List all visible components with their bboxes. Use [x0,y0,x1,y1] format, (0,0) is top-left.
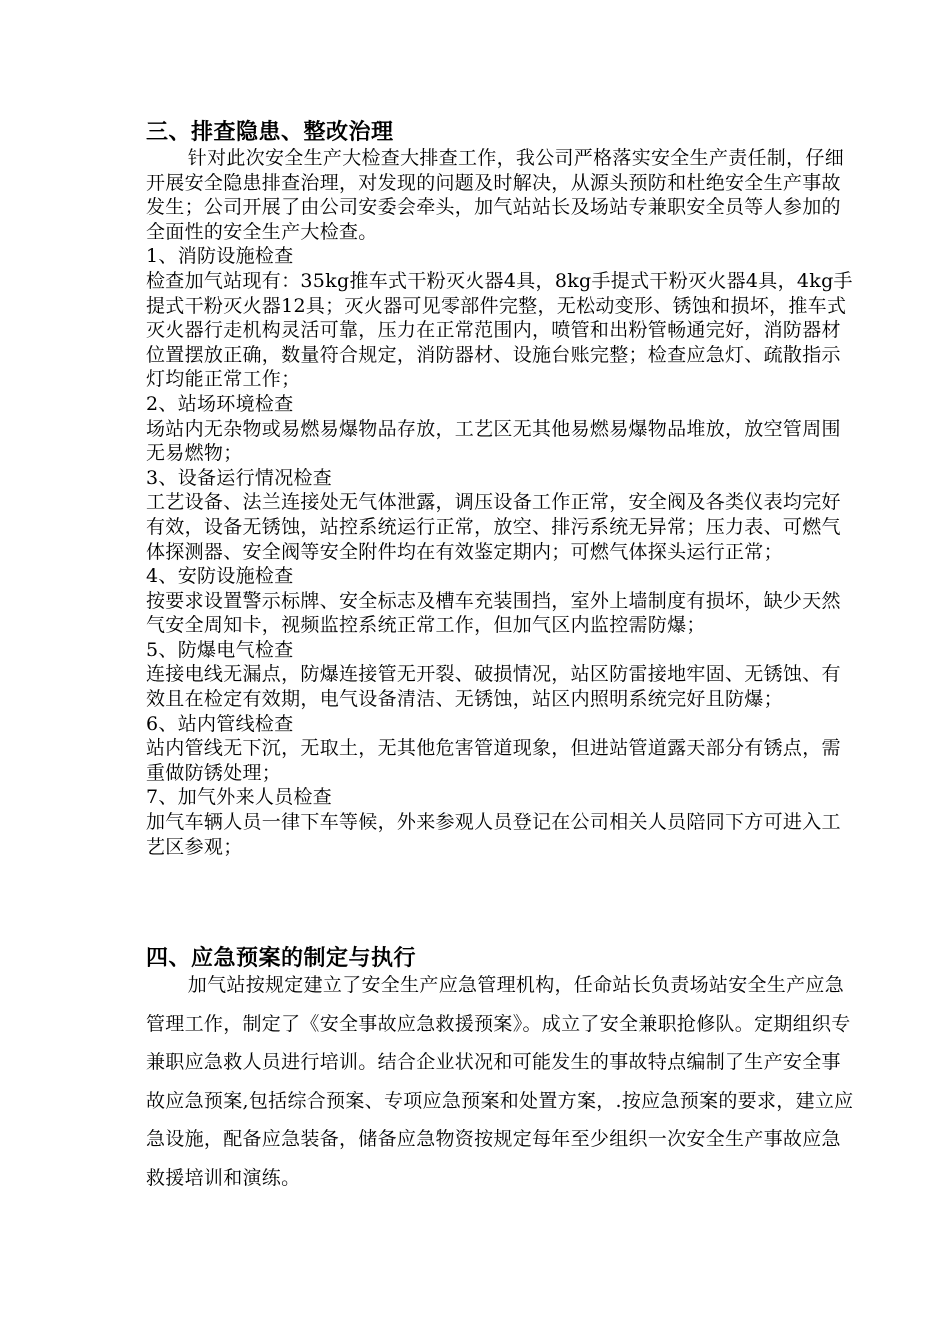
item-3-body: 工艺设备、法兰连接处无气体泄露，调压设备工作正常，安全阀及各类仪表均完好有效，设备无锈蚀，站控系统运行正常，放空、排污系统无异常；压力表、可燃气体探测器、安全阀等安全附件均在有效鉴定期内；可燃气体探头运行正常； [146,491,841,563]
item-4-body: 按要求设置警示标牌、安全标志及槽车充装围挡，室外上墙制度有损坏，缺少天然气安全周知卡，视频监控系统正常工作，但加气区内监控需防爆； [146,589,841,637]
section-4-content [146,966,858,1197]
section-3-content [146,146,858,859]
item-7-body: 加气车辆人员一律下车等候，外来参观人员登记在公司相关人员陪同下方可进入工艺区参观； [146,811,841,858]
item-3-title: 3、设备运行情况检查 [146,466,333,489]
item-7-title: 7、加气外来人员检查 [146,786,333,809]
item-6-title: 6、站内管线检查 [146,712,294,735]
item-5-title: 5、防爆电气检查 [146,638,294,661]
item-2-body: 场站内无杂物或易燃易爆物品存放，工艺区无其他易燃易爆物品堆放，放空管周围无易燃物； [146,417,841,465]
section-3-heading: 三、排查隐患、整改治理 [146,120,394,145]
item-2-title: 2、站场环境检查 [146,392,294,415]
section-4-body: 加气站按规定建立了安全生产应急管理机构，任命站长负责场站安全生产应急管理工作，制定了《安全事故应急救援预案》。成立了安全兼职抢修队。定期组织专兼职应急救人员进行培训。结合企业状况和可能发生的事故特点编制了生产安全事故应急预案,包括综合预案、专项应急预案和处置方案，.按应急预案的要求，建立应急设施，配备应急装备，储备应急物资按规定每年至少组织一次安全生产事故应急救援培训和演练。 [146,974,854,1189]
section-3-intro: 针对此次安全生产大检查大排查工作，我公司严格落实安全生产责任制，仔细开展安全隐患排查治理，对发现的问题及时解决，从源头预防和杜绝安全生产事故发生；公司开展了由公司安委会牵头，加气站站长及场站专兼职安全员等人参加的全面性的安全生产大检查。 [146,147,844,243]
item-1-body: 检查加气站现有：35kg推车式干粉灭火器4具，8kg手提式干粉灭火器4具，4kg手提式干粉灭火器12具；灭火器可见零部件完整，无松动变形、锈蚀和损坏，推车式灭火器行走机构灵活可靠，压力在正常范围内，喷管和出粉管畅通完好，消防器材位置摆放正确，数量符合规定，消防器材、设施台账完整；检查应急灯、疏散指示灯均能正常工作； [146,269,853,391]
item-4-title: 4、安防设施检查 [146,565,294,588]
item-5-body: 连接电线无漏点，防爆连接管无开裂、破损情况，站区防雷接地牢固、无锈蚀、有效且在检定有效期，电气设备清洁、无锈蚀，站区内照明系统完好且防爆； [146,663,841,711]
section-4-heading: 四、应急预案的制定与执行 [146,946,417,971]
item-6-body: 站内管线无下沉，无取土，无其他危害管道现象，但进站管道露天部分有锈点，需重做防锈处理； [146,737,841,784]
item-1-title: 1、消防设施检查 [146,245,294,268]
